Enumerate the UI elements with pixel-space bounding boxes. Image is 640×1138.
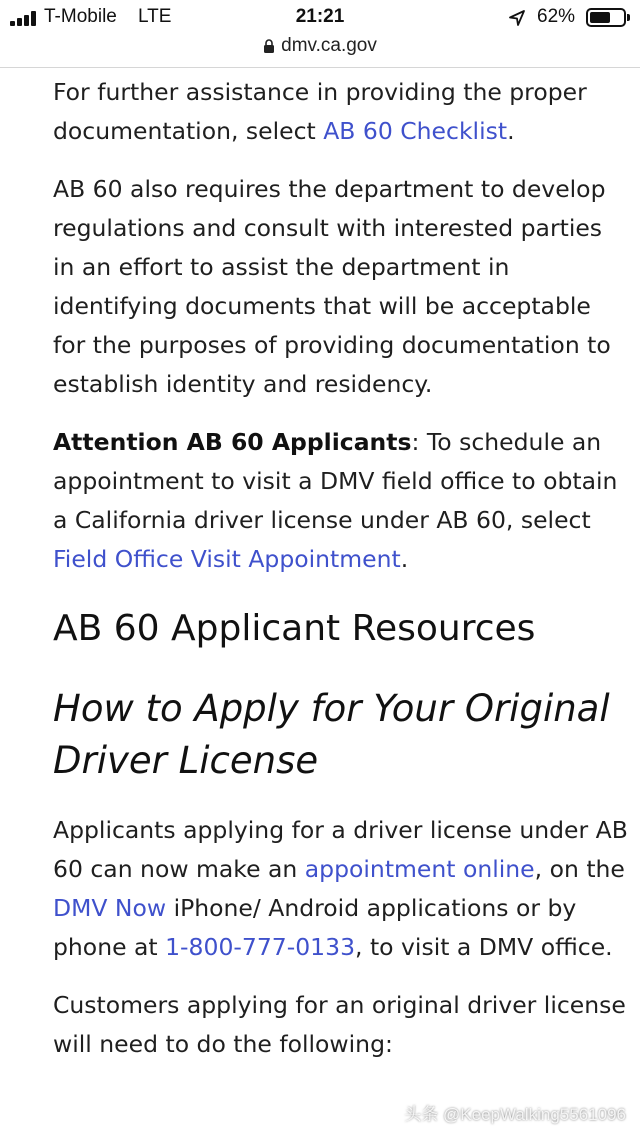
location-arrow-icon <box>508 9 526 27</box>
paragraph-text: Applicants applying for a driver license under AB 60 can now make an <box>53 816 628 883</box>
paragraph-text: For further assistance in providing the proper documentation, select <box>53 78 587 145</box>
attention-label: Attention AB 60 Applicants <box>53 428 412 456</box>
paragraph-apply <box>53 811 628 967</box>
page-content <box>53 68 628 1083</box>
paragraph-checklist <box>53 73 628 151</box>
paragraph-text: iPhone/ Android applications or by phone at <box>53 894 577 961</box>
paragraph-regulations: AB 60 also requires the department to develop regulations and consult with interested parties in an effort to assist the department in identifying documents that will be acceptable for the purposes of providing documentation to establish identity and residency. <box>53 175 611 398</box>
url-domain: dmv.ca.gov <box>281 35 377 56</box>
field-office-appointment-link[interactable]: Field Office Visit Appointment <box>53 545 401 573</box>
battery-level-fill <box>590 12 610 23</box>
battery-cap <box>627 14 630 21</box>
carrier-name: T-Mobile <box>44 6 117 27</box>
paragraph-text: . <box>400 545 409 573</box>
status-time: 21:21 <box>295 6 345 27</box>
paragraph-attention <box>53 423 628 579</box>
lock-icon <box>263 39 275 54</box>
watermark: 头条 @KeepWalking5561096 <box>404 1105 626 1124</box>
paragraph-text: : To schedule an appointment to visit a DMV field office to obtain a California driver license under AB 60, select <box>53 428 618 534</box>
section-heading: AB 60 Applicant Resources <box>53 608 536 649</box>
paragraph-text: . <box>507 117 515 145</box>
paragraph-customers: Customers applying for an original driver license will need to do the following: <box>53 991 626 1058</box>
battery-percent: 62% <box>537 6 576 27</box>
sub-heading: How to Apply for Your Original Driver License <box>53 687 610 782</box>
battery-icon <box>586 8 626 27</box>
status-bar <box>0 0 640 36</box>
appointment-online-link[interactable]: appointment online <box>304 855 535 883</box>
phone-number-link[interactable]: 1-800-777-0133 <box>165 933 356 961</box>
paragraph-text: , to visit a DMV office. <box>355 933 613 961</box>
ab60-checklist-link[interactable]: AB 60 Checklist <box>323 117 508 145</box>
dmv-now-link[interactable]: DMV Now <box>53 894 167 922</box>
paragraph-text: , on the <box>534 855 625 883</box>
address-bar[interactable] <box>0 34 640 68</box>
network-type: LTE <box>137 6 172 27</box>
